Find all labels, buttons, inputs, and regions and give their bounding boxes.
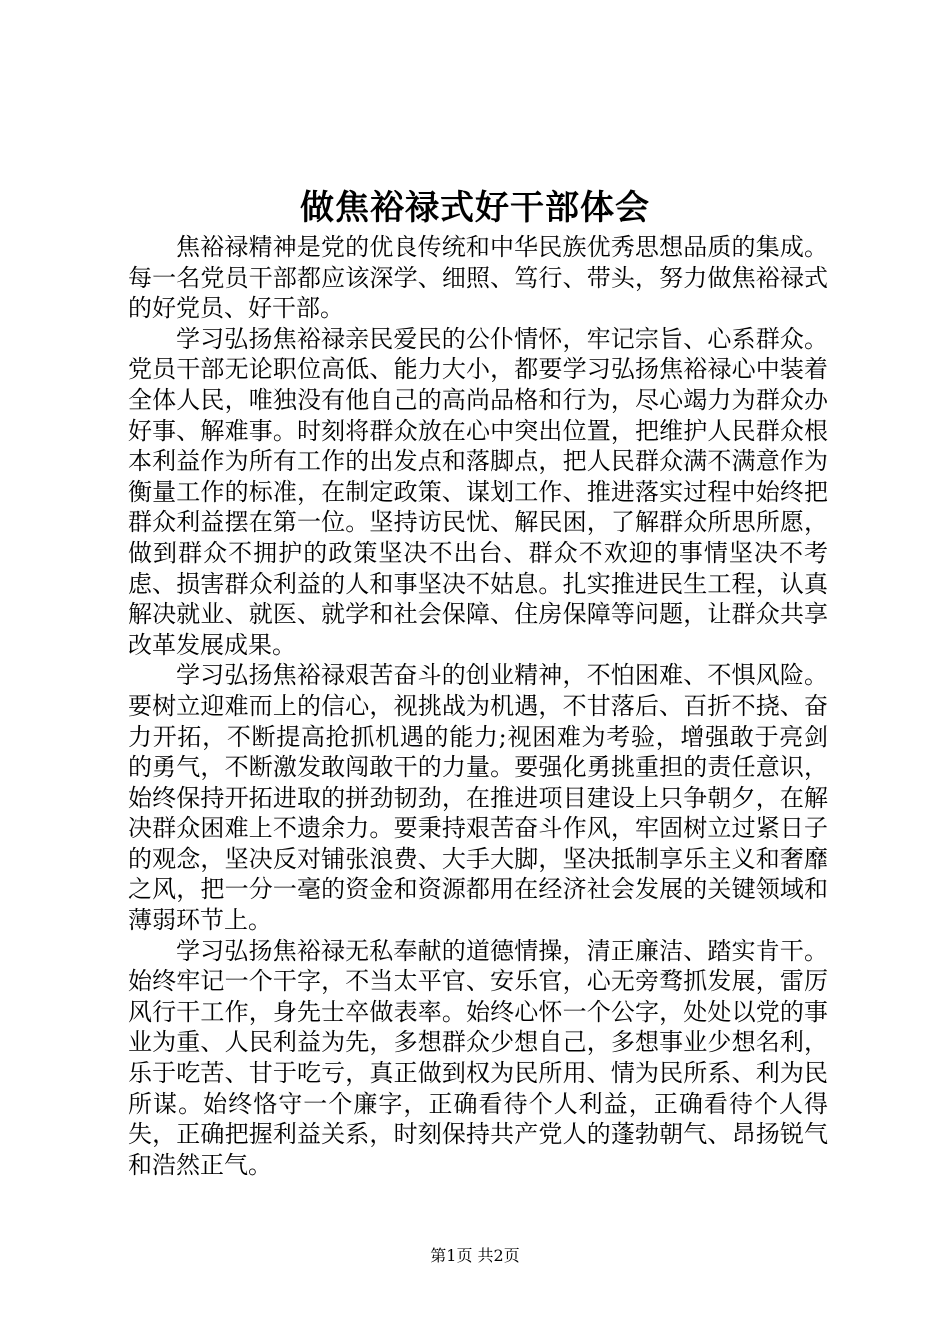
document-title: 做焦裕禄式好干部体会 [300, 188, 650, 228]
paragraph-1: 焦裕禄精神是党的优良传统和中华民族优秀思想品质的集成。每一名党员干部都应该深学、细照、笃行、带头，努力做焦裕禄式的好党员、好干部。 [128, 233, 828, 323]
paragraph-4: 学习弘扬焦裕禄无私奉献的道德情操，清正廉洁、踏实肯干。始终牢记一个干字，不当太平官、安乐官，心无旁骛抓发展，雷厉风行干工作，身先士卒做表率。始终心怀一个公字，处处以党的事业为重、人民利益为先，多想群众少想自己，多想事业少想名利，乐于吃苦、甘于吃亏，真正做到权为民所用、情为民所系、利为民所谋。始终恪守一个廉字，正确看待个人利益，正确看待个人得失，正确把握利益关系，时刻保持共产党人的蓬勃朝气、昂扬锐气和浩然正气。 [128, 936, 828, 1179]
page-number: 第1页 共2页 [430, 1246, 520, 1265]
paragraph-2: 学习弘扬焦裕禄亲民爱民的公仆情怀，牢记宗旨、心系群众。党员干部无论职位高低、能力大小，都要学习弘扬焦裕禄心中装着全体人民，唯独没有他自己的高尚品格和行为，尽心竭力为群众办好事、解难事。时刻将群众放在心中突出位置，把维护人民群众根本利益作为所有工作的出发点和落脚点，把人民群众满不满意作为衡量工作的标准，在制定政策、谋划工作、推进落实过程中始终把群众利益摆在第一位。坚持访民忧、解民困，了解群众所思所愿，做到群众不拥护的政策坚决不出台、群众不欢迎的事情坚决不考虑、损害群众利益的人和事坚决不姑息。扎实推进民生工程，认真解决就业、就医、就学和社会保障、住房保障等问题，让群众共享改革发展成果。 [128, 324, 828, 659]
paragraph-3: 学习弘扬焦裕禄艰苦奋斗的创业精神，不怕困难、不惧风险。要树立迎难而上的信心，视挑战为机遇，不甘落后、百折不挠、奋力开拓，不断提高抢抓机遇的能力;视困难为考验，增强敢于亮剑的勇气，不断激发敢闯敢干的力量。要强化勇挑重担的责任意识，始终保持开拓进取的拼劲韧劲，在推进项目建设上只争朝夕，在解决群众困难上不遗余力。要秉持艰苦奋斗作风，牢固树立过紧日子的观念，坚决反对铺张浪费、大手大脚，坚决抵制享乐主义和奢靡之风，把一分一毫的资金和资源都用在经济社会发展的关键领域和薄弱环节上。 [128, 661, 828, 935]
document-body [128, 232, 828, 1180]
page-footer [0, 1246, 950, 1266]
